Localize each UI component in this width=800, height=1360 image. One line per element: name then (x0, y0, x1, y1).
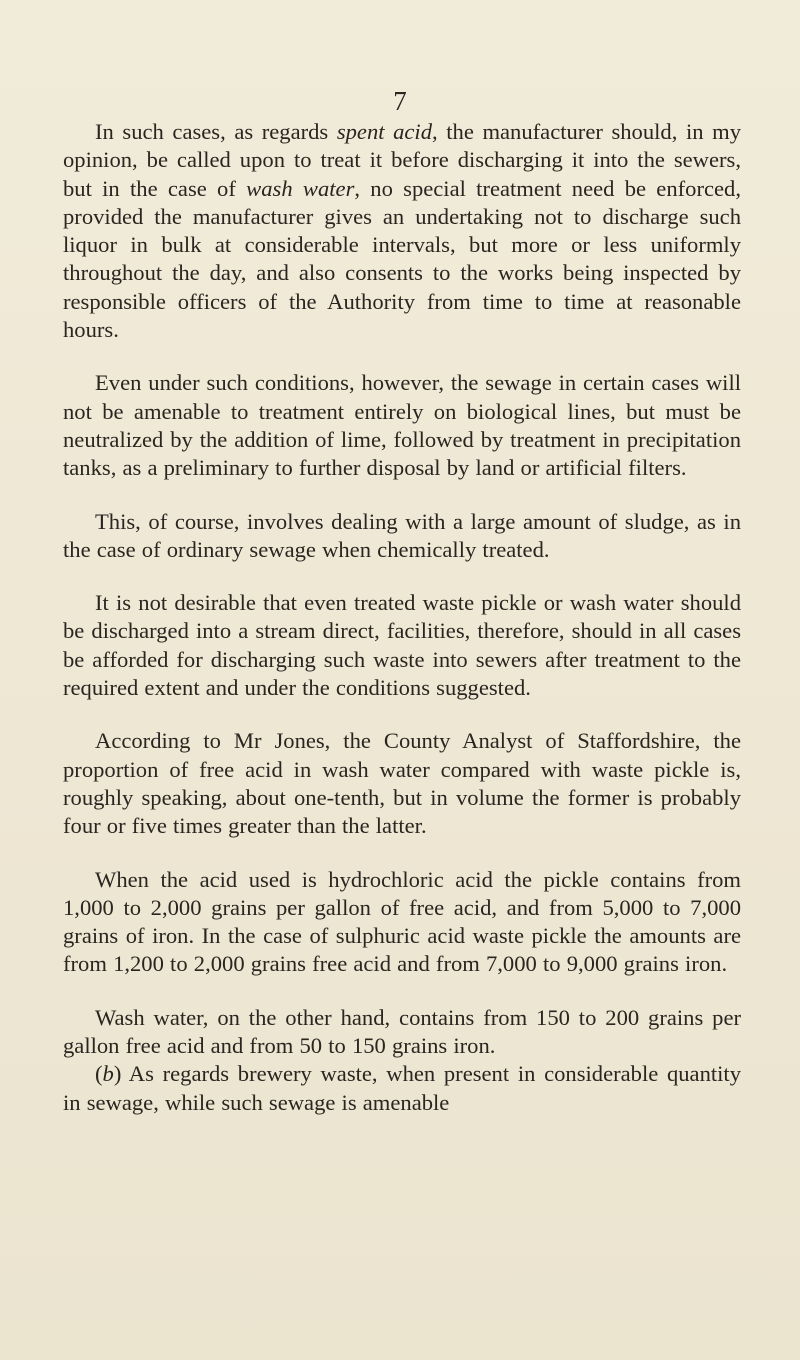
text-segment: Even under such conditions, however, the sewage in certain cases will not be amenable to treatment entirely on biological lines, but must be neutralized by the addition of lime, followed by treatment in precipitation tanks, as a preliminary to further disposal by land or artificial filters. (63, 370, 741, 481)
text-segment: According to Mr Jones, the County Analyst of Staffordshire, the proportion of free acid in wash water compared with waste pickle is, roughly speaking, about one-tenth, but in volume the former is probably four or five times greater than the latter. (63, 728, 741, 839)
text-segment: , no special treatment need be enforced, provided the manufacturer gives an undertaking not to discharge such liquor in bulk at considerable intervals, but more or less uniformly throughout the day, and also consents to the works being inspected by responsible officers of the Authority from time to time at reasonable hours. (63, 175, 741, 343)
paragraph (63, 589, 741, 702)
paragraph (63, 866, 741, 979)
text-segment: When the acid used is hydrochloric acid the pickle contains from 1,000 to 2,000 grains per gallon of free acid, and from 5,000 to 7,000 grains of iron. In the case of sulphuric acid waste pickle the amounts are from 1,200 to 2,000 grains free acid and from 7,000 to 9,000 grains iron. (63, 866, 741, 977)
text-segment: It is not desirable that even treated waste pickle or wash water should be discharged into a stream direct, facilities, therefore, should in all cases be afforded for discharging such waste into sewers after treatment to the required extent and under the conditions suggested. (63, 590, 741, 701)
paragraph (63, 1004, 741, 1061)
paragraph (63, 508, 741, 565)
body-text (63, 118, 741, 1142)
text-segment: Wash water, on the other hand, contains from 150 to 200 grains per gallon free acid and from 50 to 150 grains iron. (63, 1004, 741, 1059)
italic-text: spent acid (336, 119, 433, 144)
text-segment: ( (95, 1061, 103, 1087)
text-segment: ) As regards brewery waste, when present in considerable quantity in sewage, while such sewage is amenable (63, 1061, 741, 1115)
text-segment: In such cases, as regards (95, 119, 337, 144)
page-number: 7 (393, 86, 407, 116)
text-segment: , the manufacturer should, in my opinion, be called upon to treat it before discharging it into the sewers, but in the case of (63, 119, 741, 201)
paragraph (63, 727, 741, 840)
paragraph (63, 1060, 741, 1117)
paragraph (63, 118, 741, 344)
italic-text: b (102, 1061, 114, 1087)
italic-text: wash water (246, 175, 355, 201)
text-segment: This, of course, involves dealing with a large amount of sludge, as in the case of ordinary sewage when chemically treated. (63, 508, 741, 562)
paragraph (63, 369, 741, 482)
